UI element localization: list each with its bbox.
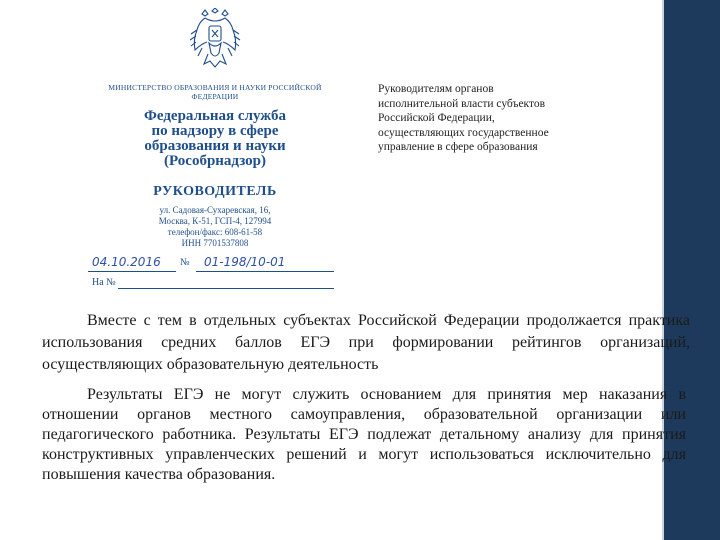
service-line-2: по надзору в сфере xyxy=(151,123,279,139)
service-line-3: образования и науки xyxy=(144,138,286,154)
registration-date: 04.10.2016 xyxy=(92,255,161,269)
registration-number: 01-198/10-01 xyxy=(204,255,286,269)
letterhead xyxy=(90,8,340,248)
head-title: РУКОВОДИТЕЛЬ xyxy=(153,184,277,199)
address-phone: телефон/факс: 608-61-58 xyxy=(167,227,263,237)
service-line-1: Федеральная служба xyxy=(144,108,286,124)
registration-number-sign: № xyxy=(180,257,190,268)
address-inn: ИНН 7701537808 xyxy=(181,238,249,248)
reference-line xyxy=(118,288,334,289)
body-paragraph-1: Вместе с тем в отдельных субъектах Российской Федерации продолжается практика использования средних баллов ЕГЭ при формировании рейтингов организаций, осуществляющих образовательную деятельность xyxy=(42,312,690,373)
service-abbreviation: (Рособрнадзор) xyxy=(164,153,266,169)
addressee-line-3: Российской Федерации, xyxy=(378,112,495,124)
addressee-line-2: исполнительной власти субъектов xyxy=(378,97,546,110)
address-block xyxy=(90,205,340,249)
service-name xyxy=(90,109,340,169)
body-paragraph-2: Результаты ЕГЭ не могут служить основанием для принятия мер наказания в отношении органов местного самоуправления, образовательной организации или педагогического работника. Результаты ЕГЭ подлежат детальному анализу для принятия конструктивных управленческих решений и могут использоваться исключительно для повышения качества образования. xyxy=(42,386,686,483)
ministry-name: МИНИСТЕРСТВО ОБРАЗОВАНИЯ И НАУКИ РОССИЙСКОЙ ФЕДЕРАЦИИ xyxy=(108,83,322,101)
registration-number-line xyxy=(196,271,334,272)
addressee-line-1: Руководителям органов xyxy=(378,83,494,95)
address-city: Москва, К-51, ГСП-4, 127994 xyxy=(158,216,272,226)
addressee-block xyxy=(378,82,648,155)
reference-label: На № xyxy=(92,277,116,288)
address-street: ул. Садовая-Сухаревская, 16, xyxy=(159,205,271,215)
addressee-line-5: управление в сфере образования xyxy=(378,141,538,153)
registration-date-line xyxy=(88,271,176,272)
addressee-line-4: осуществляющих государственное xyxy=(378,126,549,139)
russian-coat-of-arms-icon xyxy=(188,8,242,70)
